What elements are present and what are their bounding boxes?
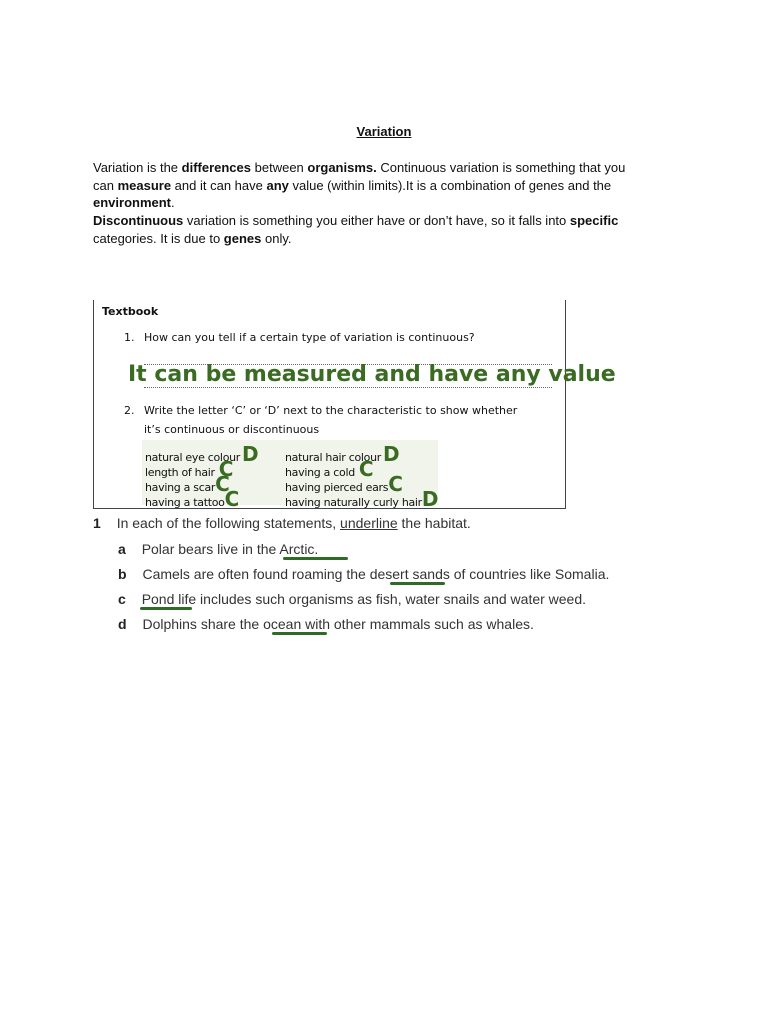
- exercise-instruction: [93, 515, 471, 531]
- textbook-excerpt: [93, 300, 616, 511]
- characteristic-label: natural hair colour: [285, 451, 381, 464]
- question-text: Write the letter ‘C’ or ‘D’ next to the characteristic to show whether: [144, 404, 518, 417]
- bold-term: measure: [117, 178, 172, 193]
- page-title: Variation: [356, 124, 412, 139]
- question-2: [124, 404, 517, 417]
- item-text: Polar bears live in the Arctic.: [141, 541, 319, 557]
- handwritten-letter: C: [224, 487, 240, 511]
- handwritten-underline: [140, 607, 192, 610]
- textbook-label: Textbook: [102, 305, 159, 318]
- handwritten-letter: C: [388, 472, 403, 496]
- question-number: 2.: [124, 404, 135, 417]
- text-run: Variation is the: [93, 160, 182, 175]
- exercise-item: [118, 591, 586, 607]
- handwritten-underline: [272, 632, 327, 635]
- handwritten-answer: It can be measured and have any value: [128, 362, 616, 387]
- bold-term: Discontinuous: [93, 213, 184, 228]
- instruction-text: In each of the following statements,: [116, 515, 341, 531]
- characteristic-label: having a tattoo: [145, 496, 225, 509]
- text-run: Continuous variation is something that you: [376, 160, 626, 175]
- handwritten-letter: C: [218, 457, 234, 481]
- item-text: Pond life includes such organisms as fish, water snails and water weed.: [141, 591, 587, 607]
- text-run: .: [171, 195, 175, 210]
- characteristic-item: [145, 487, 239, 511]
- paragraph-line: [93, 212, 683, 230]
- text-run: variation is something you either have or don’t have, so it falls into: [183, 213, 570, 228]
- bold-term: any: [266, 178, 289, 193]
- item-letter: c: [118, 591, 126, 607]
- paragraph-line: [93, 230, 683, 248]
- question-text: How can you tell if a certain type of variation is continuous?: [144, 331, 475, 344]
- text-run: can: [93, 178, 118, 193]
- item-text: Camels are often found roaming the desert sands of countries like Somalia.: [142, 566, 610, 582]
- item-letter: a: [118, 541, 126, 557]
- handwritten-underline: [283, 557, 348, 560]
- item-letter: d: [118, 616, 127, 632]
- exercise-item: [118, 616, 534, 632]
- text-run: categories. It is due to: [93, 231, 224, 246]
- characteristic-label: natural eye colour: [145, 451, 241, 464]
- answer-dotted-line: [144, 387, 552, 388]
- exercise-item: [118, 566, 609, 582]
- instruction-keyword: underline: [340, 515, 398, 531]
- characteristic-label: having naturally curly hair: [285, 496, 422, 509]
- handwritten-letter: D: [421, 487, 439, 511]
- bold-term: genes: [223, 231, 262, 246]
- question-text-continued: it’s continuous or discontinuous: [144, 423, 320, 436]
- characteristic-label: length of hair: [145, 466, 215, 479]
- paragraph-line: [93, 194, 683, 212]
- text-run: value (within limits).It is a combination of genes and the: [288, 178, 612, 193]
- bold-term: organisms.: [307, 160, 377, 175]
- text-run: only.: [261, 231, 292, 246]
- bold-term: differences: [181, 160, 252, 175]
- item-text: Dolphins share the ocean with other mammals such as whales.: [142, 616, 534, 632]
- bold-term: specific: [569, 213, 619, 228]
- paragraph-line: [93, 177, 683, 195]
- question-number: 1.: [124, 331, 135, 344]
- characteristic-label: having a cold: [285, 466, 355, 479]
- characteristic-label: having pierced ears: [285, 481, 389, 494]
- handwritten-underline: [390, 582, 445, 585]
- exercise-item: [118, 541, 318, 557]
- exercise-number: 1: [93, 515, 101, 531]
- characteristic-label: having a scar: [145, 481, 216, 494]
- paragraph-line: [93, 159, 683, 177]
- handwritten-letter: D: [382, 442, 400, 466]
- item-letter: b: [118, 566, 127, 582]
- text-run: between: [251, 160, 308, 175]
- question-1: [124, 331, 475, 344]
- handwritten-letter: D: [242, 442, 259, 466]
- instruction-text: the habitat.: [397, 515, 471, 531]
- handwritten-letter: C: [358, 457, 374, 481]
- bold-term: environment: [93, 195, 172, 210]
- characteristic-item: [285, 487, 439, 511]
- text-run: and it can have: [171, 178, 267, 193]
- handwritten-letter: C: [215, 472, 230, 496]
